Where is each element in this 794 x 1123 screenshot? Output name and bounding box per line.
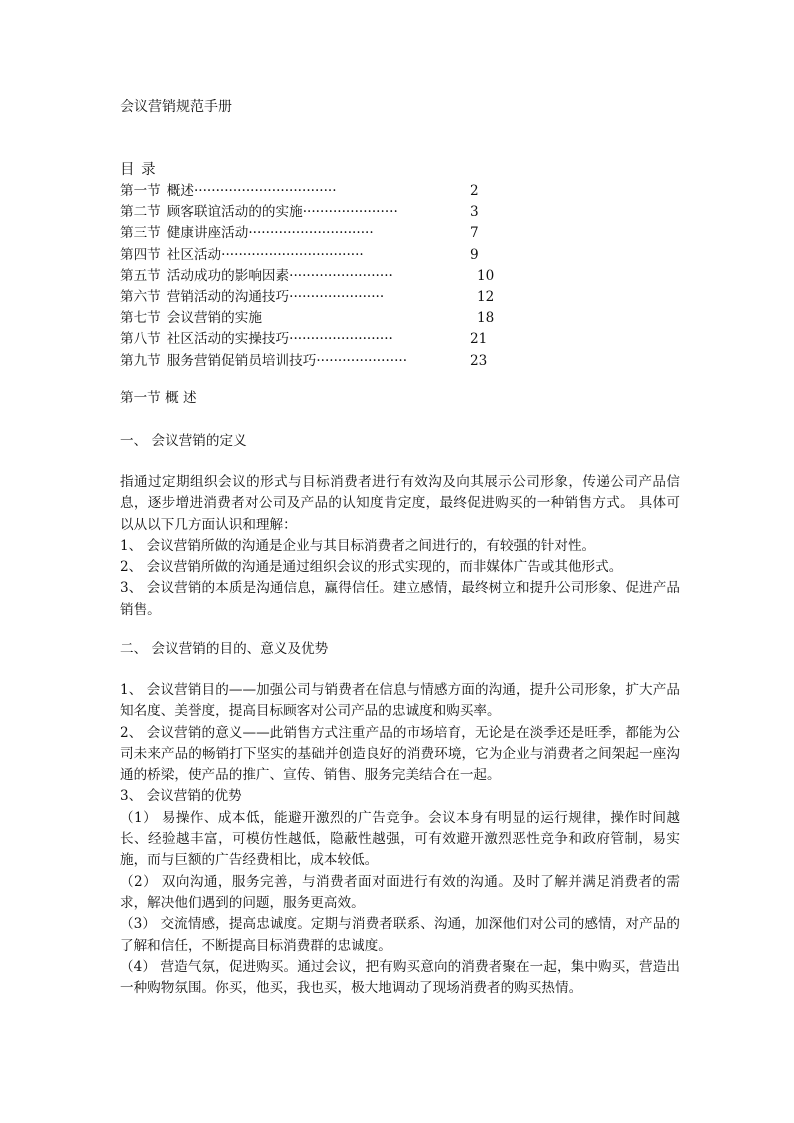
subsection-heading: 一、 会议营销的定义 xyxy=(120,433,247,449)
toc-leaders: ····················· xyxy=(316,352,408,369)
toc-item xyxy=(120,266,500,287)
toc-item xyxy=(120,308,500,329)
toc-section-number: 第五节 xyxy=(120,267,161,284)
advantage-item: （1） 易操作、成本低，能避开激烈的广告竞争。会议本身有明显的运行规律，操作时间越长、经验越丰富，可模仿性越低，隐蔽性越强，可有效避开激烈恶性竞争和政府管制，易实施，而与巨额的广告经费相比，成本较低。 xyxy=(120,809,680,869)
toc-section-number: 第三节 xyxy=(120,225,161,242)
toc-section-title: 社区活动 xyxy=(166,246,222,263)
toc-page-number: 2 xyxy=(470,183,479,199)
toc-page-number: 21 xyxy=(470,331,488,348)
toc-section-number: 第四节 xyxy=(120,246,161,263)
toc-section-number: 第七节 xyxy=(120,310,161,327)
toc-item xyxy=(120,245,500,266)
toc-leaders: ······················ xyxy=(289,288,385,305)
toc-section-title: 社区活动的实操技巧 xyxy=(166,331,290,348)
purpose-block xyxy=(120,680,680,999)
toc-section-title: 服务营销促销员培训技巧 xyxy=(166,352,317,369)
section-heading: 第一节 概 述 xyxy=(120,390,197,406)
toc-item xyxy=(120,202,500,223)
toc-section-number: 第一节 xyxy=(120,183,161,199)
toc-section-title: 会议营销的实施 xyxy=(166,310,262,327)
definition-block xyxy=(120,472,680,621)
toc-leaders: ································· xyxy=(221,246,364,263)
toc-heading: 目 录 xyxy=(120,162,157,178)
toc-section-number: 第六节 xyxy=(120,288,161,305)
list-item: 1、 会议营销所做的沟通是企业与其目标消费者之间进行的，有较强的针对性。 xyxy=(120,537,596,554)
toc-section-title: 顾客联谊活动的的实施 xyxy=(166,204,303,221)
list-item: 1、 会议营销目的——加强公司与销费者在信息与情感方面的沟通，提升公司形象，扩大产品知名度、美誉度，提高目标顾客对公司产品的忠诚度和购买率。 xyxy=(120,682,680,720)
list-item: 2、 会议营销所做的沟通是通过组织会议的形式实现的，而非媒体广告或其他形式。 xyxy=(120,559,623,576)
toc-leaders: ································· xyxy=(193,183,337,199)
toc-page-number: 7 xyxy=(470,225,479,242)
toc-section-number: 第八节 xyxy=(120,331,161,348)
list-item: 3、 会议营销的优势 xyxy=(120,788,242,805)
toc-item xyxy=(120,223,500,244)
toc-section-number: 第二节 xyxy=(120,204,161,221)
table-of-contents xyxy=(120,181,500,372)
toc-page-number: 12 xyxy=(477,288,495,305)
toc-page-number: 3 xyxy=(470,204,479,221)
subsection-heading: 二、 会议营销的目的、意义及优势 xyxy=(120,641,329,657)
advantage-item: （4） 营造气氛，促进购买。通过会议，把有购买意向的消费者聚在一起，集中购买，营造出一种购物氛围。你买，他买，我也买，极大地调动了现场消费者的购买热情。 xyxy=(120,958,680,997)
paragraph: 指通过定期组织会议的形式与目标消费者进行有效沟及向其展示公司形象，传递公司产品信息，逐步增进消费者对公司及产品的认知度肯定度，最终促进购买的一种销售方式。 具体可以从以下几方面认识和理解： xyxy=(120,474,680,533)
toc-section-number: 第九节 xyxy=(120,352,161,369)
toc-section-title: 健康讲座活动 xyxy=(166,225,249,242)
toc-page-number: 9 xyxy=(470,246,479,263)
document-title: 会议营销规范手册 xyxy=(120,99,232,115)
advantage-item: （3） 交流情感，提高忠诚度。定期与消费者联系、沟通，加深他们对公司的感情，对产品的了解和信任，不断提高目标消费群的忠诚度。 xyxy=(120,916,680,954)
toc-page-number: 18 xyxy=(477,310,495,327)
toc-section-title: 概述 xyxy=(166,183,194,199)
toc-item xyxy=(120,329,500,350)
list-item: 2、 会议营销的意义——此销售方式注重产品的市场培育，无论是在淡季还是旺季，都能为公司未来产品的畅销打下坚实的基础并创造良好的消费环境，它为企业与消费者之间架起一座沟通的桥梁，使产品的推广、宣传、销售、服务完美结合在一起。 xyxy=(120,724,680,784)
toc-section-title: 营销活动的沟通技巧 xyxy=(166,288,290,305)
toc-section-title: 活动成功的影响因素 xyxy=(166,267,290,284)
toc-item xyxy=(120,351,500,372)
toc-item xyxy=(120,181,500,202)
toc-item xyxy=(120,287,500,308)
toc-page-number: 10 xyxy=(477,267,495,284)
toc-leaders: ························ xyxy=(289,267,393,284)
toc-leaders: ························ xyxy=(289,331,393,348)
toc-page-number: 23 xyxy=(470,352,488,369)
toc-leaders: ····························· xyxy=(248,225,374,242)
toc-leaders: ······················ xyxy=(302,204,398,221)
advantage-item: （2） 双向沟通，服务完善，与消费者面对面进行有效的沟通。及时了解并满足消费者的需求，解决他们遇到的问题，服务更高效。 xyxy=(120,873,680,911)
list-item: 3、 会议营销的本质是沟通信息，赢得信任。建立感情，最终树立和提升公司形象、促进产品销售。 xyxy=(120,580,680,618)
